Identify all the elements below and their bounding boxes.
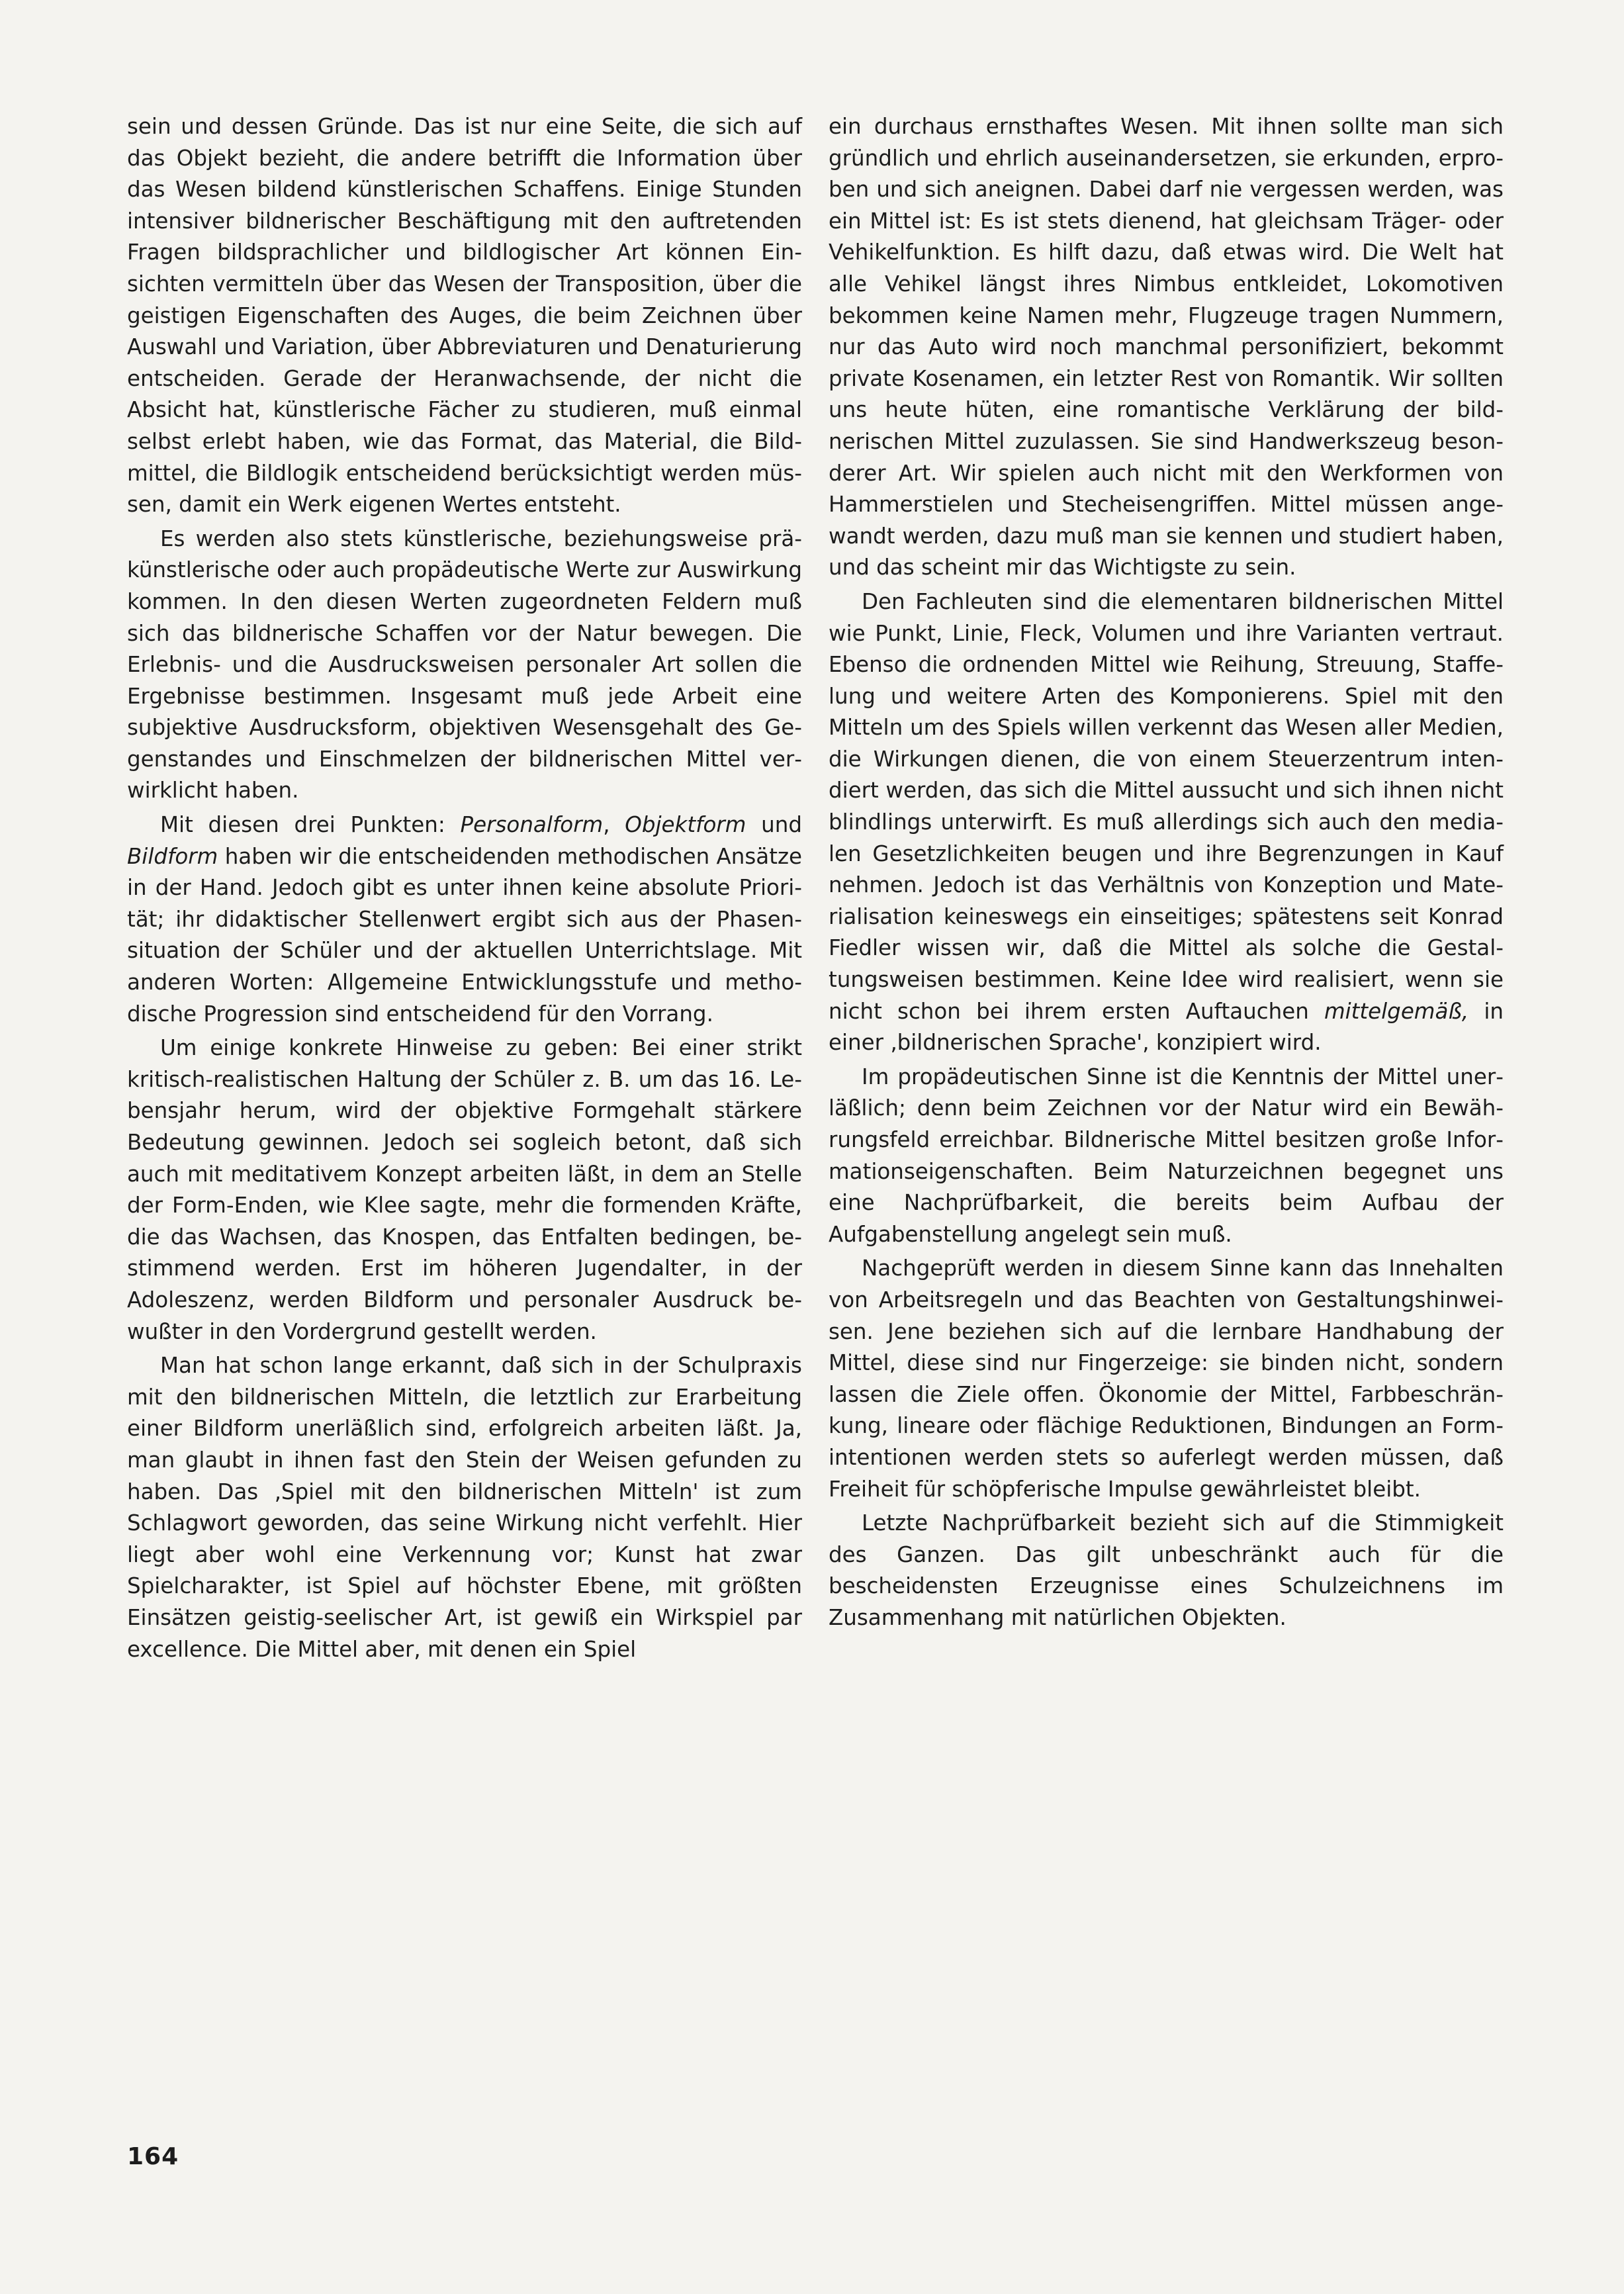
term-mittelgemaess: mittelgemäß, — [1324, 998, 1469, 1024]
paragraph-right-2-lead: Den Fachleuten sind die elementaren bildnerischen Mittel wie Punkt, Linie, Fleck, Volumen und ihre Varianten vertraut. Ebenso die ordnenden Mittel wie Reihung, Streuung, Staffelung und weitere Arten des Komponierens. Spiel mit den Mitteln um des Spiels willen verkennt das Wesen aller Medien, die Wirkungen dienen, die von einem Steuerzentrum intendiert werden, das sich die Mittel aussucht und sich ihnen nicht blindlings unterwirft. Es muß allerdings sich auch den medialen Gesetzlichkeiten beugen und ihre Begrenzungen in Kauf nehmen. Jedoch ist das Verhältnis von Konzeption und Materialisation keineswegs ein einseitiges; spätestens seit Konrad Fiedler wissen wir, daß die Mittel als solche die Gestaltungsweisen bestimmen. Keine Idee wird realisiert, wenn sie nicht schon bei ihrem ersten Auftauchen — [829, 588, 1504, 1024]
term-objektform: Objektform — [625, 812, 746, 838]
paragraph-left-3-lead: Mit diesen drei Punkten: — [160, 812, 461, 838]
paragraph-left-1: sein und dessen Gründe. Das ist nur eine Seite, die sich auf das Objekt bezieht, die andere betrifft die Information über das Wesen bildend künstlerischen Schaffens. Einige Stunden intensiver bildnerischer Beschäftigung mit den auftretenden Fragen bildsprachlicher und bildlogischer Art können Einsichten vermitteln über das Wesen der Transposition, über die geistigen Eigenschaften des Auges, die beim Zeichnen über Auswahl und Variation, über Abbreviaturen und Denaturierung entscheiden. Gerade der Heranwachsende, der nicht die Absicht hat, künstlerische Fächer zu studieren, muß einmal selbst erlebt haben, wie das Format, das Material, die Bildmittel, die Bildlogik entscheidend berücksichtigt werden müssen, damit ein Werk eigenen Wertes entsteht. — [127, 114, 802, 518]
paragraph-left-3 — [127, 809, 802, 1030]
right-text-column — [829, 111, 1504, 1637]
paragraph-left-3-sep2: und — [746, 812, 802, 838]
paragraph-left-3-rest: haben wir die entscheidenden methodischen Ansätze in der Hand. Jedoch gibt es unter ihnen keine absolute Priorität; ihr didaktischer Stellenwert ergibt sich aus der Phasensituation der Schüler und der aktuellen Unterrichtslage. Mit anderen Worten: Allgemeine Entwicklungsstufe und methodische Progression sind entscheidend für den Vorrang. — [127, 843, 802, 1027]
paragraph-left-2: Es werden also stets künstlerische, beziehungsweise präkünstlerische oder auch propädeutische Werte zur Auswirkung kommen. In den diesen Werten zugeordneten Feldern muß sich das bildnerische Schaffen vor der Natur bewegen. Die Erlebnis- und die Ausdrucksweisen personaler Art sollen die Ergebnisse bestimmen. Insgesamt muß jede Arbeit eine subjektive Ausdrucksform, objektiven Wesensgehalt des Gegenstandes und Einschmelzen der bildnerischen Mittel verwirklicht haben. — [127, 526, 802, 803]
page-number: 164 — [127, 2143, 179, 2170]
paragraph-right-2 — [829, 586, 1504, 1059]
paragraph-left-5: Man hat schon lange erkannt, daß sich in der Schulpraxis mit den bildnerischen Mitteln, die letztlich zur Erarbeitung einer Bildform unerläßlich sind, erfolgreich arbeiten läßt. Ja, man glaubt in ihnen fast den Stein der Weisen gefunden zu haben. Das ‚Spiel mit den bildnerischen Mitteln' ist zum Schlagwort geworden, das seine Wirkung nicht verfehlt. Hier liegt aber wohl eine Verkennung vor; Kunst hat zwar Spielcharakter, ist Spiel auf höchster Ebene, mit größten Einsätzen geistig-seelischer Art, ist gewiß ein Wirkspiel par excellence. Die Mittel aber, mit denen ein Spiel — [127, 1353, 802, 1662]
paragraph-left-3-sep1: , — [603, 812, 625, 838]
paragraph-left-4: Um einige konkrete Hinweise zu geben: Bei einer strikt kritisch-realistischen Haltung der Schüler z. B. um das 16. Lebensjahr herum, wird der objektive Formgehalt stärkere Bedeutung gewinnen. Jedoch sei sogleich betont, daß sich auch mit meditativem Konzept arbeiten läßt, in dem an Stelle der Form-Enden, wie Klee sagte, mehr die formenden Kräfte, die das Wachsen, das Knospen, das Entfalten bedingen, bestimmend werden. Erst im höheren Jugendalter, in der Adoleszenz, werden Bildform und personaler Ausdruck bewußter in den Vordergrund gestellt werden. — [127, 1035, 802, 1344]
paragraph-right-1: ein durchaus ernsthaftes Wesen. Mit ihnen sollte man sich gründlich und ehrlich auseinandersetzen, sie erkunden, erproben und sich aneignen. Dabei darf nie vergessen werden, was ein Mittel ist: Es ist stets dienend, hat gleichsam Träger- oder Vehikelfunktion. Es hilft dazu, daß etwas wird. Die Welt hat alle Vehikel längst ihres Nimbus entkleidet, Lokomotiven bekommen keine Namen mehr, Flugzeuge tragen Nummern, nur das Auto wird noch manchmal personifiziert, bekommt private Kosenamen, ein letzter Rest von Romantik. Wir sollten uns heute hüten, eine romantische Verklärung der bildnerischen Mittel zuzulassen. Sie sind Handwerkszeug besonderer Art. Wir spielen auch nicht mit den Werkformen von Hammerstielen und Stecheisengriffen. Mittel müssen angewandt werden, dazu muß man sie kennen und studiert haben, und das scheint mir das Wichtigste zu sein. — [829, 114, 1504, 580]
paragraph-right-4: Nachgeprüft werden in diesem Sinne kann das Innehalten von Arbeitsregeln und das Beachten von Gestaltungshinweisen. Jene beziehen sich auf die lernbare Handhabung der Mittel, diese sind nur Fingerzeige: sie binden nicht, sondern lassen die Ziele offen. Ökonomie der Mittel, Farbbeschränkung, lineare oder flächige Reduktionen, Bindungen an Formintentionen werden stets so auferlegt werden müssen, daß Freiheit für schöpferische Impulse gewährleistet bleibt. — [829, 1256, 1504, 1502]
term-bildform: Bildform — [127, 843, 218, 869]
paragraph-right-5: Letzte Nachprüfbarkeit bezieht sich auf die Stimmigkeit des Ganzen. Das gilt unbeschränkt auch für die bescheidensten Erzeugnisse eines Schulzeichnens im Zusammenhang mit natürlichen Objekten. — [829, 1510, 1504, 1630]
paragraph-right-3: Im propädeutischen Sinne ist die Kenntnis der Mittel unerläßlich; denn beim Zeichnen vor der Natur wird ein Bewährungsfeld erreichbar. Bildnerische Mittel besitzen große Informationseigenschaften. Beim Naturzeichnen begegnet uns eine Nachprüfbarkeit, die bereits beim Aufbau der Aufgabenstellung angelegt sein muß. — [829, 1064, 1504, 1247]
term-personalform: Personalform — [460, 812, 604, 838]
paragraph-right-2-rest: in einer ‚bildnerischen Sprache', konzipiert wird. — [829, 998, 1504, 1056]
left-text-column — [127, 111, 802, 1668]
